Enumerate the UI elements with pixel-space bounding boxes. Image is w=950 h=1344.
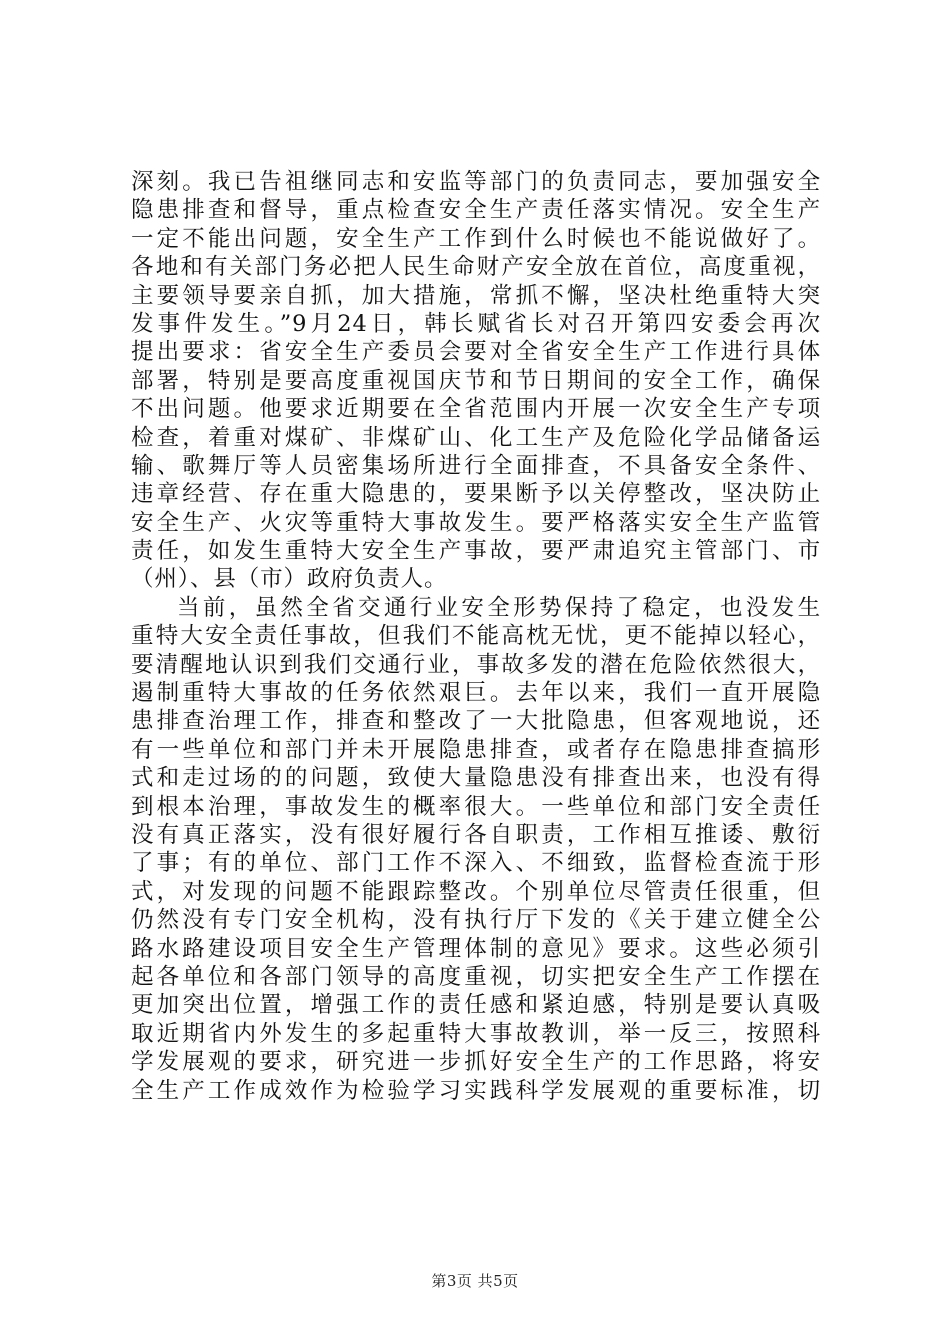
text-line: 深刻。我已告祖继同志和安监等部门的负责同志，要加强安全 (131, 169, 821, 195)
text-line: 各地和有关部门务必把人民生命财产安全放在首位，高度重视， (131, 254, 821, 281)
text-line: 提出要求：省安全生产委员会要对全省安全生产工作进行具体 (131, 339, 821, 366)
text-line: 学发展观的要求，研究进一步抓好安全生产的工作思路，将安 (131, 1049, 821, 1076)
text-line: 主要领导要亲自抓，加大措施，常抓不懈，坚决杜绝重特大突 (131, 282, 821, 309)
text-line: 起各单位和各部门领导的高度重视，切实把安全生产工作摆在 (131, 963, 821, 990)
text-line: 全生产工作成效作为检验学习实践科学发展观的重要标准，切 (131, 1077, 821, 1104)
text-line: （州）、县（市）政府负责人。 (131, 566, 448, 593)
body-text (131, 168, 821, 1105)
text-line: 一定不能出问题，安全生产工作到什么时候也不能说做好了。 (131, 225, 821, 252)
text-line: 有一些单位和部门并未开展隐患排查，或者存在隐患排查搞形 (131, 736, 821, 763)
page-indicator: 第3页 共5页 (431, 1272, 519, 1290)
text-line: 当前，虽然全省交通行业安全形势保持了稳定，也没发生 (177, 594, 821, 621)
text-line: 重特大安全责任事故，但我们不能高枕无忧，更不能掉以轻心， (131, 623, 821, 650)
text-line: 路水路建设项目安全生产管理体制的意见》要求。这些必须引 (131, 935, 821, 962)
text-line: 患排查治理工作，排查和整改了一大批隐患，但客观地说，还 (131, 708, 821, 735)
text-line: 不出问题。他要求近期要在全省范围内开展一次安全生产专项 (131, 396, 821, 423)
paragraph-2 (131, 594, 821, 1105)
text-line: 取近期省内外发生的多起重特大事故教训，举一反三，按照科 (131, 1020, 821, 1047)
paragraph-1 (131, 168, 821, 594)
text-line: 违章经营、存在重大隐患的，要果断予以关停整改，坚决防止 (131, 481, 821, 508)
text-line: 式，对发现的问题不能跟踪整改。个别单位尽管责任很重，但 (131, 878, 821, 905)
text-line: 发事件发生。”9月24日，韩长赋省长对召开第四安委会再次 (131, 310, 821, 337)
text-line: 输、歌舞厅等人员密集场所进行全面排查，不具备安全条件、 (131, 452, 821, 479)
text-line: 安全生产、火灾等重特大事故发生。要严格落实安全生产监管 (131, 509, 821, 536)
text-line: 更加突出位置，增强工作的责任感和紧迫感，特别是要认真吸 (131, 992, 821, 1019)
text-line: 遏制重特大事故的任务依然艰巨。去年以来，我们一直开展隐 (131, 680, 821, 707)
text-line: 检查，着重对煤矿、非煤矿山、化工生产及危险化学品储备运 (131, 424, 821, 451)
text-line: 了事；有的单位、部门工作不深入、不细致，监督检查流于形 (131, 850, 821, 877)
text-line: 隐患排查和督导，重点检查安全生产责任落实情况。安全生产 (131, 197, 821, 224)
text-line: 式和走过场的的问题，致使大量隐患没有排查出来，也没有得 (131, 765, 821, 792)
text-line: 责任，如发生重特大安全生产事故，要严肃追究主管部门、市 (131, 538, 821, 565)
text-line: 要清醒地认识到我们交通行业，事故多发的潜在危险依然很大， (131, 651, 821, 678)
page-footer (0, 1270, 950, 1291)
text-line: 部署，特别是要高度重视国庆节和节日期间的安全工作，确保 (131, 367, 821, 394)
text-line: 仍然没有专门安全机构，没有执行厅下发的《关于建立健全公 (131, 907, 821, 934)
text-line: 到根本治理，事故发生的概率很大。一些单位和部门安全责任 (131, 793, 821, 820)
text-line: 没有真正落实，没有很好履行各自职责，工作相互推诿、敷衍 (131, 821, 821, 848)
